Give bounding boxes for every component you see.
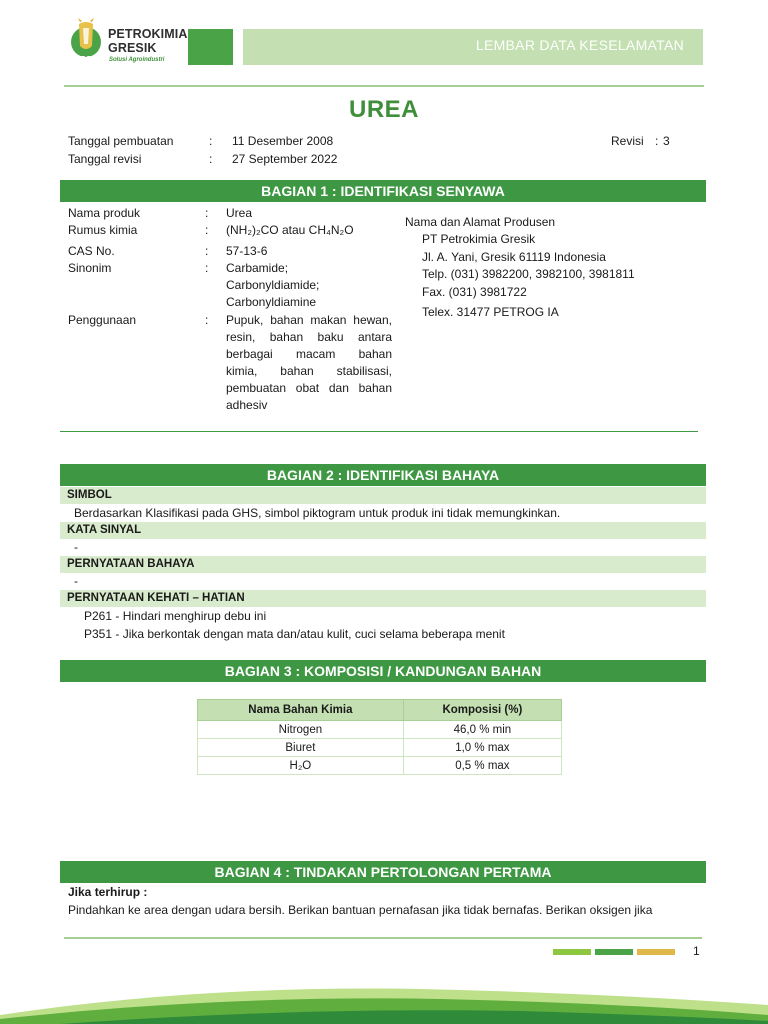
- hazard-statement-subheading: PERNYATAAN BAHAYA: [60, 556, 706, 573]
- colon: :: [205, 261, 209, 275]
- colon: :: [209, 134, 213, 148]
- cas-label: CAS No.: [68, 244, 115, 258]
- producer-fax: Fax. (031) 3981722: [422, 284, 527, 299]
- column-header: Komposisi (%): [403, 700, 561, 721]
- section2-heading: BAGIAN 2 : IDENTIFIKASI BAHAYA: [60, 464, 706, 486]
- footer-accent-gold: [637, 949, 675, 955]
- usage-label: Penggunaan: [68, 313, 137, 327]
- synonym-item: Carbonyldiamide;: [226, 278, 320, 292]
- synonym-item: Carbonyldiamine: [226, 295, 317, 309]
- colon: :: [205, 244, 209, 258]
- producer-heading: Nama dan Alamat Produsen: [405, 215, 556, 229]
- header-accent-block: [188, 29, 233, 65]
- precaution-subheading: PERNYATAAN KEHATI – HATIAN: [60, 590, 706, 607]
- inhaled-label: Jika terhirup :: [68, 885, 148, 899]
- formula-label: Rumus kimia: [68, 223, 138, 237]
- synonym-list: [226, 260, 319, 311]
- usage-line: kimia, bahan stabilisasi,: [226, 364, 392, 378]
- producer-name: PT Petrokimia Gresik: [422, 232, 536, 246]
- created-value: 11 Desember 2008: [232, 134, 334, 148]
- usage-text: [226, 312, 392, 414]
- table-cell: 46,0 % min: [403, 721, 561, 739]
- table-cell: Nitrogen: [198, 721, 404, 739]
- column-header: Nama Bahan Kimia: [198, 700, 404, 721]
- synonym-item: Carbamide;: [226, 261, 289, 275]
- signal-word-subheading: KATA SINYAL: [60, 522, 706, 539]
- section1-heading: BAGIAN 1 : IDENTIFIKASI SENYAWA: [60, 180, 706, 202]
- product-name-label: Nama produk: [68, 206, 141, 220]
- cas-value: 57-13-6: [226, 244, 268, 258]
- precaution-item: P351 - Jika berkontak dengan mata dan/atau kulit, cuci selama beberapa menit: [84, 627, 505, 641]
- header-divider: [64, 85, 704, 87]
- table-row: [198, 721, 562, 739]
- colon: :: [209, 152, 213, 166]
- signal-word-text: -: [74, 540, 78, 554]
- footer-wave-graphic: [0, 975, 768, 1024]
- table-header-row: [198, 700, 562, 721]
- producer-telex: Telex. 31477 PETROG IA: [422, 305, 559, 319]
- logo-emblem-icon: [66, 16, 106, 64]
- revision-label: Revisi: [611, 134, 644, 148]
- table-cell: H₂O: [198, 757, 404, 775]
- revised-value: 27 September 2022: [232, 152, 338, 166]
- table-row: [198, 757, 562, 775]
- producer-address: [422, 231, 635, 322]
- formula-value: (NH₂)₂CO atau CH₄N₂O: [226, 223, 354, 237]
- colon: :: [205, 313, 209, 327]
- precaution-item: P261 - Hindari menghirup debu ini: [84, 609, 267, 623]
- table-row: [198, 739, 562, 757]
- page-number: 1: [693, 944, 700, 958]
- created-label: Tanggal pembuatan: [68, 134, 174, 148]
- product-name-value: Urea: [226, 206, 253, 220]
- producer-phone: Telp. (031) 3982200, 3982100, 3981811: [422, 267, 635, 281]
- table-cell: Biuret: [198, 739, 404, 757]
- hazard-statement-text: -: [74, 574, 78, 588]
- section3-heading: BAGIAN 3 : KOMPOSISI / KANDUNGAN BAHAN: [60, 660, 706, 682]
- company-name-line1: PETROKIMIA: [108, 27, 188, 41]
- section4-heading: BAGIAN 4 : TINDAKAN PERTOLONGAN PERTAMA: [60, 861, 706, 883]
- inhaled-text: Pindahkan ke area dengan udara bersih. Berikan bantuan pernafasan jika tidak bernafas. Berikan oksigen jika: [68, 903, 653, 917]
- section1-divider: [60, 431, 698, 432]
- revision-value: 3: [663, 134, 670, 148]
- company-name-line2: GRESIK: [108, 41, 157, 55]
- composition-table: [197, 699, 562, 775]
- table-cell: 0,5 % max: [403, 757, 561, 775]
- usage-line: Pupuk, bahan makan hewan,: [226, 313, 392, 327]
- synonym-label: Sinonim: [68, 261, 112, 275]
- document-type-title: LEMBAR DATA KESELAMATAN: [475, 37, 684, 53]
- company-logo: [66, 16, 106, 64]
- company-tagline: Solusi Agroindustri: [109, 57, 165, 63]
- revised-label: Tanggal revisi: [68, 152, 142, 166]
- footer-accent-green: [595, 949, 633, 955]
- footer-divider: [64, 937, 702, 939]
- table-cell: 1,0 % max: [403, 739, 561, 757]
- usage-line: adhesiv: [226, 398, 268, 412]
- colon: :: [205, 223, 209, 237]
- company-name: [108, 27, 187, 55]
- footer-accent-lime: [553, 949, 591, 955]
- symbol-subheading: SIMBOL: [60, 487, 706, 504]
- page-title: UREA: [348, 96, 419, 123]
- usage-line: berbagai macam bahan: [226, 347, 392, 361]
- colon: :: [205, 206, 209, 220]
- symbol-text: Berdasarkan Klasifikasi pada GHS, simbol piktogram untuk produk ini tidak memungkinkan.: [74, 506, 561, 520]
- colon: :: [655, 134, 659, 148]
- producer-street: Jl. A. Yani, Gresik 61119 Indonesia: [422, 249, 606, 264]
- usage-line: resin, bahan baku antara: [226, 330, 392, 344]
- usage-line: pembuatan obat dan bahan: [226, 381, 392, 395]
- logo-badge: PG: [80, 55, 92, 63]
